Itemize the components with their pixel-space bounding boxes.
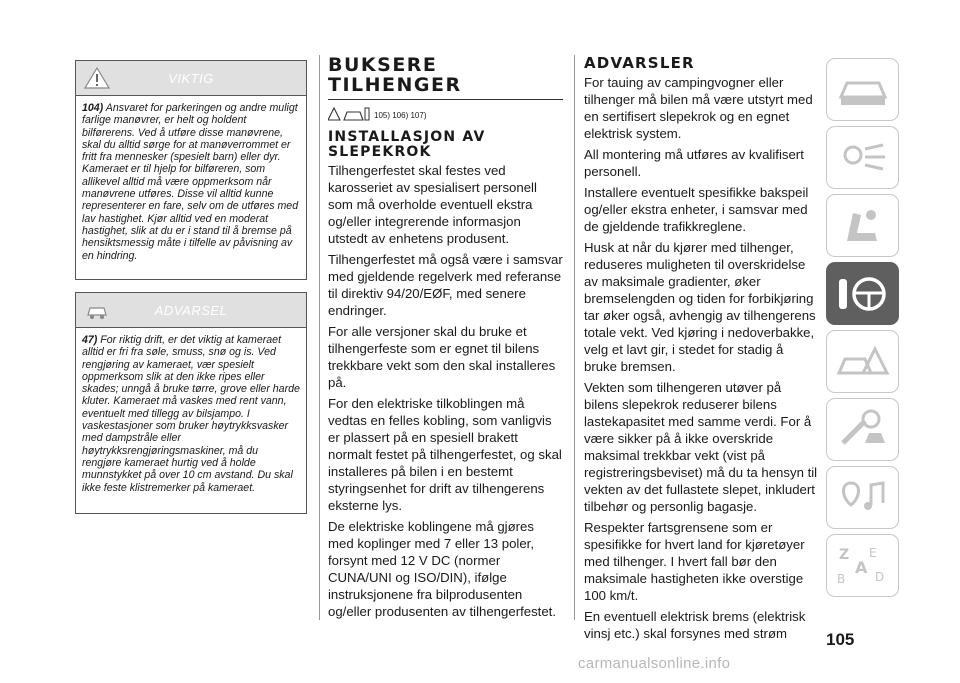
paragraph: Tilhengerfestet skal festes ved karosseriet av spesialisert personell som må overholde eventuell ekstra og/eller integrerende informasjon utstedt av enhetens produsent. bbox=[328, 163, 537, 246]
tab-emergency[interactable] bbox=[826, 330, 899, 393]
watermark[interactable]: carmanualsonline.info bbox=[578, 655, 731, 672]
paragraph: For alle versjoner skal du bruke et tilhengerfeste som er egnet til bilens trekkbare vekt som den skal installeres på. bbox=[328, 324, 556, 390]
tab-multimedia[interactable] bbox=[826, 466, 899, 529]
advarsel-text: For riktig drift, er det viktig at kameraet alltid er fri fra søle, smuss, snø og is. Ved rengjøring av kameraet, vær spesielt oppmerksom slik at den ikke ripes eller skades; unngå å bruke tørre, grove eller harde kluter. Kameraet må vaskes med rent vann, eventuelt med tillegg av bilsjampo. I vaskestasjoner som bruker høytrykksvasker med dampstråle eller høytrykksrengjøringsmaskiner, må du rengjøre kameraet hurtig ved å holde munnstykket på over 10 cm avstand. Du skal ikke feste klistremerker på kameraet. bbox=[82, 334, 300, 494]
chapter-sidebar bbox=[826, 58, 901, 602]
tab-maintenance[interactable] bbox=[826, 398, 899, 461]
svg-text:A: A bbox=[855, 558, 868, 577]
heading-rule bbox=[328, 99, 563, 100]
advarsel-ref: 47) bbox=[82, 334, 98, 346]
towing-column bbox=[328, 55, 563, 624]
paragraph: En eventuell elektrisk brems (elektrisk vinsj etc.) skal forsynes med strøm bbox=[584, 609, 806, 641]
svg-text:Z: Z bbox=[839, 547, 850, 563]
tab-dashboard[interactable] bbox=[826, 58, 899, 121]
tab-safety[interactable] bbox=[826, 194, 899, 257]
section-heading: BUKSERE TILHENGER bbox=[328, 54, 462, 96]
service-wrench-icon bbox=[835, 407, 891, 453]
advarsel-header bbox=[76, 293, 306, 328]
section-heading: ADVARSLER bbox=[584, 54, 695, 72]
paragraph: For tauing av campingvogner eller tilhenger må bilen må være utstyrt med en sertifisert slepekrok og en egnet elektrisk system. bbox=[584, 75, 813, 141]
lights-icon bbox=[835, 135, 891, 181]
svg-text:B: B bbox=[837, 572, 846, 586]
advarsel-box bbox=[75, 292, 307, 514]
warning-reference-icon bbox=[328, 106, 370, 124]
tab-lights[interactable] bbox=[826, 126, 899, 189]
alphabet-index-icon bbox=[835, 543, 891, 589]
paragraph: Husk at når du kjører med tilhenger, reduseres muligheten til overskridelse av maksimale gradienter, øker bremselengden og tiden for forbikjøring tar øker også, avhengig av tilhengerens totale vekt. Ved kjøring i nedoverbakke, velg et lavt gir, i stedet for stadig å bruke bremsen. bbox=[584, 240, 816, 374]
paragraph: All montering må utføres av kvalifisert personell. bbox=[584, 147, 804, 179]
viktig-box bbox=[75, 60, 307, 280]
seat-airbag-icon bbox=[835, 203, 891, 249]
page-number: 105 bbox=[826, 630, 855, 649]
subsection-heading: INSTALLASJON AV SLEPEKROK bbox=[328, 129, 486, 160]
tab-index[interactable] bbox=[826, 534, 899, 597]
reference-numbers: 105) 106) 107) bbox=[374, 111, 427, 120]
paragraph: For den elektriske tilkoblingen må vedtas en felles kobling, som vanligvis er plassert på en spesiell brakett normalt festet på tilhengerfestet, og skal installeres på bilen i en bestemt styringsenhet for drift av tilhengerens eksterne lys. bbox=[328, 396, 562, 513]
car-dashboard-icon bbox=[835, 67, 891, 113]
crash-warning-icon bbox=[835, 339, 891, 385]
warnings-column bbox=[584, 55, 819, 646]
svg-text:D: D bbox=[875, 570, 885, 584]
svg-text:E: E bbox=[869, 546, 877, 560]
viktig-text: Ansvaret for parkeringen og andre muligt farlige manøvrer, er helt og holdent bilførerens. Ved å utføre disse manøvrene, skal du alltid sørge for at manøverrommet er fritt fra mennesker (spesielt barn) eller dyr. Kameraet er til hjelp for bilføreren, som allikevel alltid må være oppmerksom når manøvrene utføres. Disse vil alltid kunne representerer en fare, selv om de utføres med lav hastighet. Kjør alltid ved en moderat hastighet, slik at du er i stand til å bremse på hensiktsmessig måte i tilfelle av påvisning av en hindring. bbox=[82, 102, 299, 262]
paragraph: De elektriske koblingene må gjøres med koplinger med 7 eller 13 poler, forsynt med 12 V DC (normer CUNA/UNI og ISO/DIN), ifølge instruksjonene fra bilprodusenten og/eller produsenten av tilhengerfestet. bbox=[328, 519, 556, 619]
advarsel-title: ADVARSEL bbox=[154, 303, 228, 318]
paragraph: Vekten som tilhengeren utøver på bilens slepekrok reduserer bilens lastekapasitet med samme verdi. For å være sikker på å ikke overskride maksimal trekkbar vekt (vist på registreringsbeviset) må du ta hensyn til vekten av det fullastete slepet, inkludert tilbehør og personlig bagasje. bbox=[584, 380, 818, 514]
tab-starting-driving[interactable] bbox=[826, 262, 899, 325]
reference-row bbox=[328, 106, 563, 124]
viktig-ref: 104) bbox=[82, 102, 104, 114]
viktig-title: VIKTIG bbox=[168, 71, 214, 86]
paragraph: Tilhengerfestet må også være i samsvar med gjeldende regelverk med referanse til direktiv 94/20/EØF, med senere endringer. bbox=[328, 252, 563, 318]
steering-wheel-key-icon bbox=[835, 271, 891, 317]
paragraph: Installere eventuelt spesifikke bakspeil og/eller ekstra enheter, i samsvar med de gjeldende trafikkreglene. bbox=[584, 185, 809, 234]
paragraph: Respekter fartsgrensene som er spesifikke for hvert land for kjøretøyer med tilhenger. I hvert fall bør den maksimale hastigheten ikke overstige 100 km/t. bbox=[584, 520, 805, 603]
column-divider bbox=[574, 55, 575, 620]
viktig-header bbox=[76, 61, 306, 96]
sound-navigation-icon bbox=[835, 475, 891, 521]
column-divider bbox=[319, 55, 320, 620]
